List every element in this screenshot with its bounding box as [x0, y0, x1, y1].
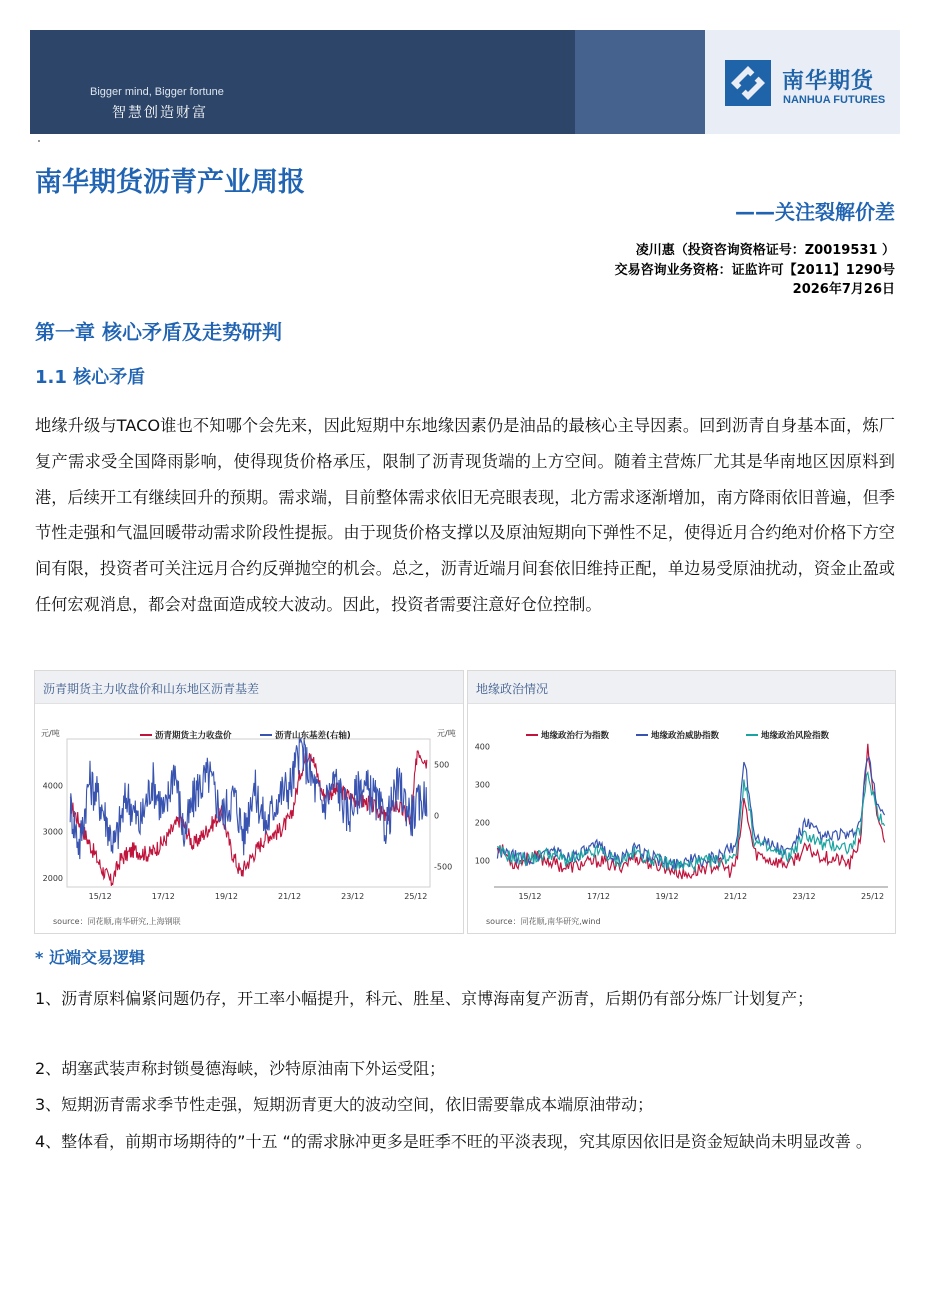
slogan-chinese: 智慧创造财富	[112, 105, 208, 121]
license-line: 交易咨询业务资格：证监许可【2011】1290号	[614, 263, 895, 278]
y-tick-label: 300	[474, 780, 490, 790]
chart-panel-asphalt	[34, 670, 464, 934]
x-tick-label: 17/12	[586, 892, 611, 901]
y-tick-label: 4000	[42, 781, 63, 791]
y-tick-label-right: 500	[434, 760, 450, 770]
series-line-basis	[70, 739, 427, 859]
page-mark	[38, 140, 40, 142]
logic-item: 4、整体看，前期市场期待的”十五 “的需求脉冲更多是旺季不旺的平淡表现，究其原因依旧是资金短缺尚未明显改善 。	[35, 1132, 872, 1151]
logo-text-chinese: 南华期货	[782, 69, 875, 94]
logo-text-english: NANHUA FUTURES	[783, 94, 886, 106]
geopolitics-index-chart	[468, 704, 895, 933]
slogan-english: Bigger mind, Bigger fortune	[90, 86, 224, 98]
chapter-heading: 第一章 核心矛盾及走势研判	[35, 320, 282, 344]
chart-panel-geopolitics	[467, 670, 896, 934]
x-tick-label: 15/12	[518, 892, 542, 901]
y-tick-label-right: 0	[434, 811, 440, 821]
y-tick-label: 400	[474, 742, 490, 752]
legend-label: 地缘政治风险指数	[761, 731, 830, 741]
chart-source: source：同花顺,南华研究,上海钢联	[53, 917, 181, 926]
legend-label: 地缘政治威胁指数	[651, 731, 720, 741]
section-heading: 1.1 核心矛盾	[35, 367, 146, 388]
x-tick-label: 19/12	[655, 892, 679, 901]
nanhua-logo-icon	[725, 60, 771, 106]
legend-label: 地缘政治行为指数	[541, 731, 610, 741]
x-tick-label: 23/12	[792, 892, 816, 901]
y-axis-unit-right: 元/吨	[437, 729, 456, 738]
report-date: 2026年7月26日	[792, 282, 895, 297]
x-tick-label: 19/12	[214, 892, 238, 901]
logic-heading: * 近端交易逻辑	[35, 948, 145, 967]
y-tick-label: 100	[474, 856, 490, 866]
report-subtitle: ——关注裂解价差	[735, 200, 895, 224]
y-tick-label: 2000	[42, 873, 63, 883]
x-tick-label: 17/12	[151, 892, 175, 901]
chart-source: source：同花顺,南华研究,wind	[486, 917, 601, 926]
chart-header	[35, 671, 463, 704]
header-banner	[30, 30, 900, 134]
logic-item: 1、沥青原料偏紧问题仍存，开工率小幅提升，科元、胜星、京博海南复产沥青，后期仍有部分炼厂计划复产；	[35, 989, 814, 1008]
x-tick-label: 15/12	[88, 892, 112, 901]
y-tick-label-right: -500	[434, 862, 453, 872]
chart-panel-title: 地缘政治情况	[476, 682, 549, 696]
legend-label: 沥青期货主力收盘价	[155, 731, 232, 741]
x-tick-label: 21/12	[278, 892, 302, 901]
asphalt-price-basis-chart	[35, 704, 463, 933]
report-title: 南华期货沥青产业周报	[35, 167, 305, 198]
core-paragraph: 地缘升级与TACO谁也不知哪个会先来，因此短期中东地缘因素仍是油品的最核心主导因素。回到沥青自身基本面，炼厂复产需求受全国降雨影响，使得现货价格承压，限制了沥青现货端的上方空间。随着主营炼厂尤其是华南地区因原料到港，后续开工有继续回升的预期。需求端，目前整体需求依旧无亮眼表现，北方需求逐渐增加，南方降雨依旧普遍，但季节性走强和气温回暖带动需求阶段性提振。由于现货价格支撑以及原油短期向下弹性不足，使得近月合约绝对价格下方空间有限，投资者可关注远月合约反弹抛空的机会。总之，沥青近端月间套依旧维持正配，单边易受原油扰动，资金止盈或任何宏观消息，都会对盘面造成较大波动。因此，投资者需要注意好仓位控制。	[35, 416, 895, 614]
chart-header	[468, 671, 895, 704]
x-tick-label: 25/12	[404, 892, 428, 901]
legend-label: 沥青山东基差(右轴)	[275, 731, 351, 741]
x-tick-label: 23/12	[341, 892, 365, 901]
y-tick-label: 3000	[42, 827, 63, 837]
analyst-line: 凌川惠（投资咨询资格证号：Z0019531 ）	[635, 243, 895, 258]
y-axis-unit-left: 元/吨	[41, 729, 60, 738]
chart-panel-title: 沥青期货主力收盘价和山东地区沥青基差	[43, 682, 260, 696]
logic-item: 3、短期沥青需求季节性走强，短期沥青更大的波动空间，依旧需要靠成本端原油带动；	[35, 1095, 654, 1114]
logic-item: 2、胡塞武装声称封锁曼德海峡，沙特原油南下外运受阻；	[35, 1059, 446, 1078]
x-tick-label: 21/12	[724, 892, 748, 901]
y-tick-label: 200	[474, 818, 490, 828]
x-tick-label: 25/12	[861, 892, 885, 901]
banner-stripe	[575, 30, 705, 134]
